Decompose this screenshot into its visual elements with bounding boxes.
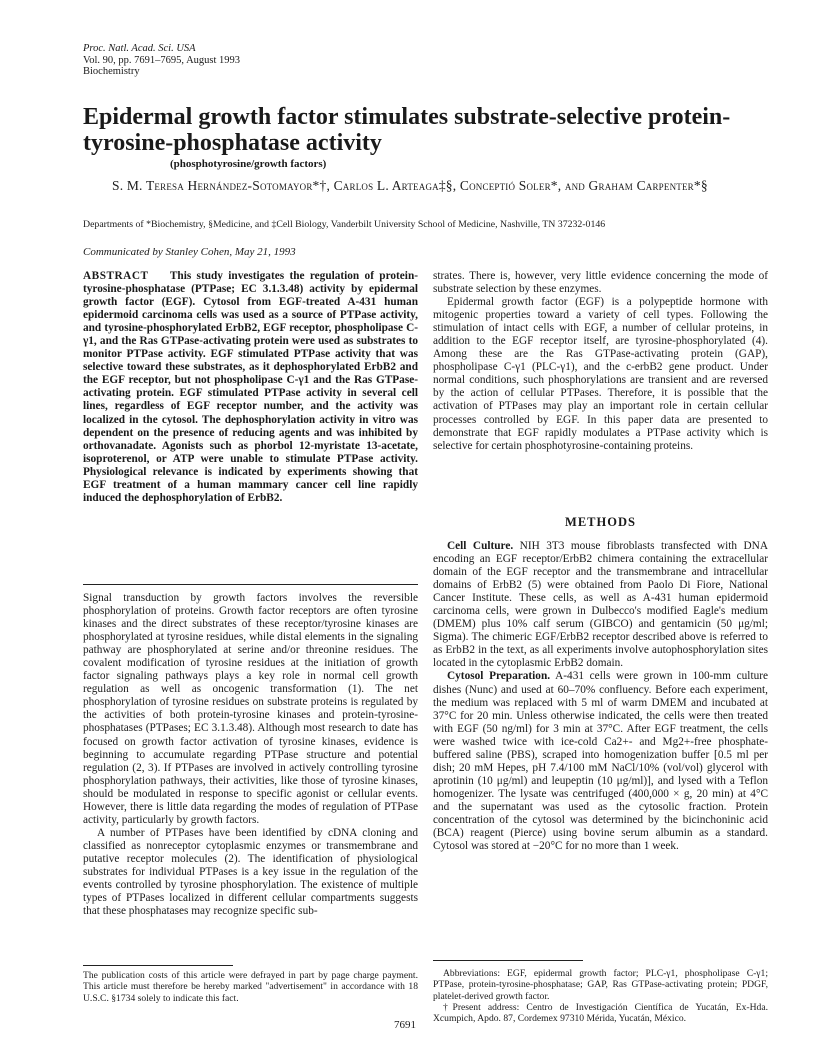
communicated-by: Communicated by Stanley Cohen, May 21, 1993 [83,246,296,258]
affiliation: Departments of *Biochemistry, §Medicine, and ‡Cell Biology, Vanderbilt University School of Medicine, Nashville, TN 37232-0146 [83,219,606,230]
intro-right-column [433,270,768,453]
footnotes-right [433,968,768,1024]
keywords: (phosphotyrosine/growth factors) [170,158,327,170]
footnote-divider-left [83,965,233,966]
cytosol-paragraph [433,670,768,853]
methods-heading: METHODS [565,515,636,529]
intro-paragraph-2: A number of PTPases have been identified by cDNA cloning and classified as nonreceptor cytoplasmic enzymes or transmembrane and putative receptor molecules (2). The identification of physiological substrates for individual PTPases is a key issue in the regulation of the events controlled by tyrosine phosphorylation. The existence of multiple types of PTPases localized in different cellular compartments suggests that these phosphatases may recognize specific sub- [83,826,418,918]
methods-body [433,540,768,853]
author-list: S. M. Teresa Hernández-Sotomayor*†, Carlos L. Arteaga‡§, Conceptió Soler*, and Graham Carpenter*§ [112,178,708,193]
intro-paragraph-3: Epidermal growth factor (EGF) is a polypeptide hormone with mitogenic properties toward a variety of cell types. Following the stimulation of intact cells with EGF, a number of cellular proteins, in addition to the EGF receptor itself, are tyrosine-phosphorylated (4). Among these are the Ras GTPase-activating protein (GAP), phospholipase C-γ1 (PLC-γ1), and the c-erbB2 gene product. Under normal conditions, such phosphorylations are transient and are reversed by the action of cellular PTPases. Therefore, it is possible that the activation of PTPases may play an important role in certain cellular processes controlled by EGF. In this paper data are presented to demonstrate that EGF rapidly modulates a PTPase activity which is selective for certain phosphotyrosine-containing proteins. [433,296,768,452]
abbreviations-footnote: Abbreviations: EGF, epidermal growth factor; PLC-γ1, phospholipase C-γ1; PTPase, protein-tyrosine-phosphatase; GAP, Ras GTPase-activating protein; PDGF, platelet-derived growth factor. [433,968,768,1002]
journal-header [83,43,240,78]
cytosol-label: Cytosol Preparation. [447,670,551,683]
present-address-footnote: †Present address: Centro de Investigación Científica de Yucatán, Ex-Hda. Xcumpich, Apdo. 87, Cordemex 97310 Mérida, Yucatán, México. [433,1001,768,1025]
footnote-divider-right [433,960,583,961]
abstract-label: ABSTRACT [83,270,149,282]
abstract [83,270,418,505]
journal-section: Biochemistry [83,66,140,77]
cytosol-text: A-431 cells were grown in 100-mm culture dishes (Nunc) and used at 60–70% confluency. Before each experiment, the medium was replaced with 5 ml of warm DMEM and incubated at 37°C for 20 min. Unless otherwise indicated, the cells were then treated with EGF (50 ng/ml) for 3 min at 37°C. After EGF treatment, the cells were washed twice with ice-cold Ca2+- and Mg2+-free phosphate-buffered saline (PBS), scraped into homogenization buffer [0.5 ml per dish; 20 mM Hepes, pH 7.4/100 mM NaCl/10% (vol/vol) glycerol with aprotinin (10 μg/ml) and leupeptin (10 μg/ml)], and lysed with a Teflon homogenizer. The lysate was centrifuged (400,000 × g, 20 min) at 4°C and the supernatant was used as the cytosolic fraction. Protein concentration of the cytosol was determined by the bicinchoninic acid (BCA) reagent (Pierce) using bovine serum albumin as a standard. Cytosol was stored at −20°C for no more than 1 week. [433,670,769,853]
publication-cost-footnote: The publication costs of this article were defrayed in part by page charge payment. This article must therefore be hereby marked "advertisement" in accordance with 18 U.S.C. §1734 solely to indicate this fact. [83,970,418,1004]
intro-paragraph-1: Signal transduction by growth factors involves the reversible phosphorylation of proteins. Growth factor receptors are often tyrosine kinases and the direct substrates of these receptor/tyrosine kinases are phosphorylated at tyrosine residues, while distal elements in the signaling pathway are phosphorylated at serine and/or threonine residues. The covalent modification of tyrosine residues at the initiation of growth factor signaling pathways plays a key role in normal cell growth regulation as well as oncogenic transformation (1). The net phosphorylation of tyrosine residues on substrate proteins is regulated by the activities of both protein-tyrosine kinases and protein-tyrosine-phosphatases (PTPases; EC 3.1.3.48). Although most research to date has focused on growth factor activation of tyrosine kinases, evidence is beginning to accumulate regarding PTPase structure and potential regulation (2, 3). If PTPases are involved in actively controlling tyrosine phosphorylation pathways, their activities, like those of tyrosine kinases, should be modulated in response to specific agonist or cellular events. However, there is little data regarding the modes of regulation of PTPase activity, particularly by growth factors. [83,592,418,826]
abstract-divider [83,584,418,585]
intro-left-column [83,592,418,918]
cell-culture-label: Cell Culture. [447,540,514,552]
journal-name: Proc. Natl. Acad. Sci. USA [83,43,196,54]
journal-volume: Vol. 90, pp. 7691–7695, August 1993 [83,54,241,66]
cell-culture-paragraph [433,540,768,670]
article-title: Epidermal growth factor stimulates substrate-selective protein-tyrosine-phosphatase activity [83,104,731,156]
page-number: 7691 [394,1019,416,1031]
intro-paragraph-2-continued: strates. There is, however, very little evidence concerning the mode of substrate selection by these enzymes. [433,270,768,296]
cell-culture-text: NIH 3T3 mouse fibroblasts transfected with DNA encoding an EGF receptor/ErbB2 chimera containing the extracellular domain of the EGF receptor and the transmembrane and intracellular domains of ErbB2 (5) were obtained from Paolo Di Fiore, National Cancer Institute. These cells, as well as A-431 human epidermoid carcinoma cells, were grown in Dulbecco's modified Eagle's medium (DMEM) plus 10% calf serum (GIBCO) and gentamicin (50 μg/ml; Sigma). The chimeric EGF/ErbB2 receptor described above is referred to as ErbB2 in the text, as all experiments involve autophosphorylation sites located in the cytoplasmic ErbB2 domain. [433,540,768,670]
abstract-text: This study investigates the regulation of protein-tyrosine-phosphatase (PTPase; EC 3.1.3.48) activity by epidermal growth factor (EGF). Cytosol from EGF-treated A-431 human epidermoid carcinoma cells was used as a source of PTPase activity, and tyrosine-phosphorylated ErbB2, EGF receptor, phospholipase C-γ1, and the Ras GTPase-activating protein were used as substrates to monitor PTPase activity. EGF stimulated PTPase activity that was selective toward these substrates, as it dephosphorylated ErbB2 and the EGF receptor, but not phospholipase C-γ1 and the Ras GTPase-activating protein. EGF stimulated PTPase activity in several cell lines, regardless of EGF receptor number, and the activity was localized in the cytosol. The dephosphorylation activity in vitro was dependent on the presence of reducing agents and was inhibited by orthovanadate. Agonists such as phorbol 12-myristate 13-acetate, isoproterenol, or ATP were unable to stimulate PTPase activity. Physiological relevance is indicated by experiments showing that EGF treatment of a human mammary cancer cell line rapidly induced the dephosphorylation of ErbB2. [83,270,418,504]
